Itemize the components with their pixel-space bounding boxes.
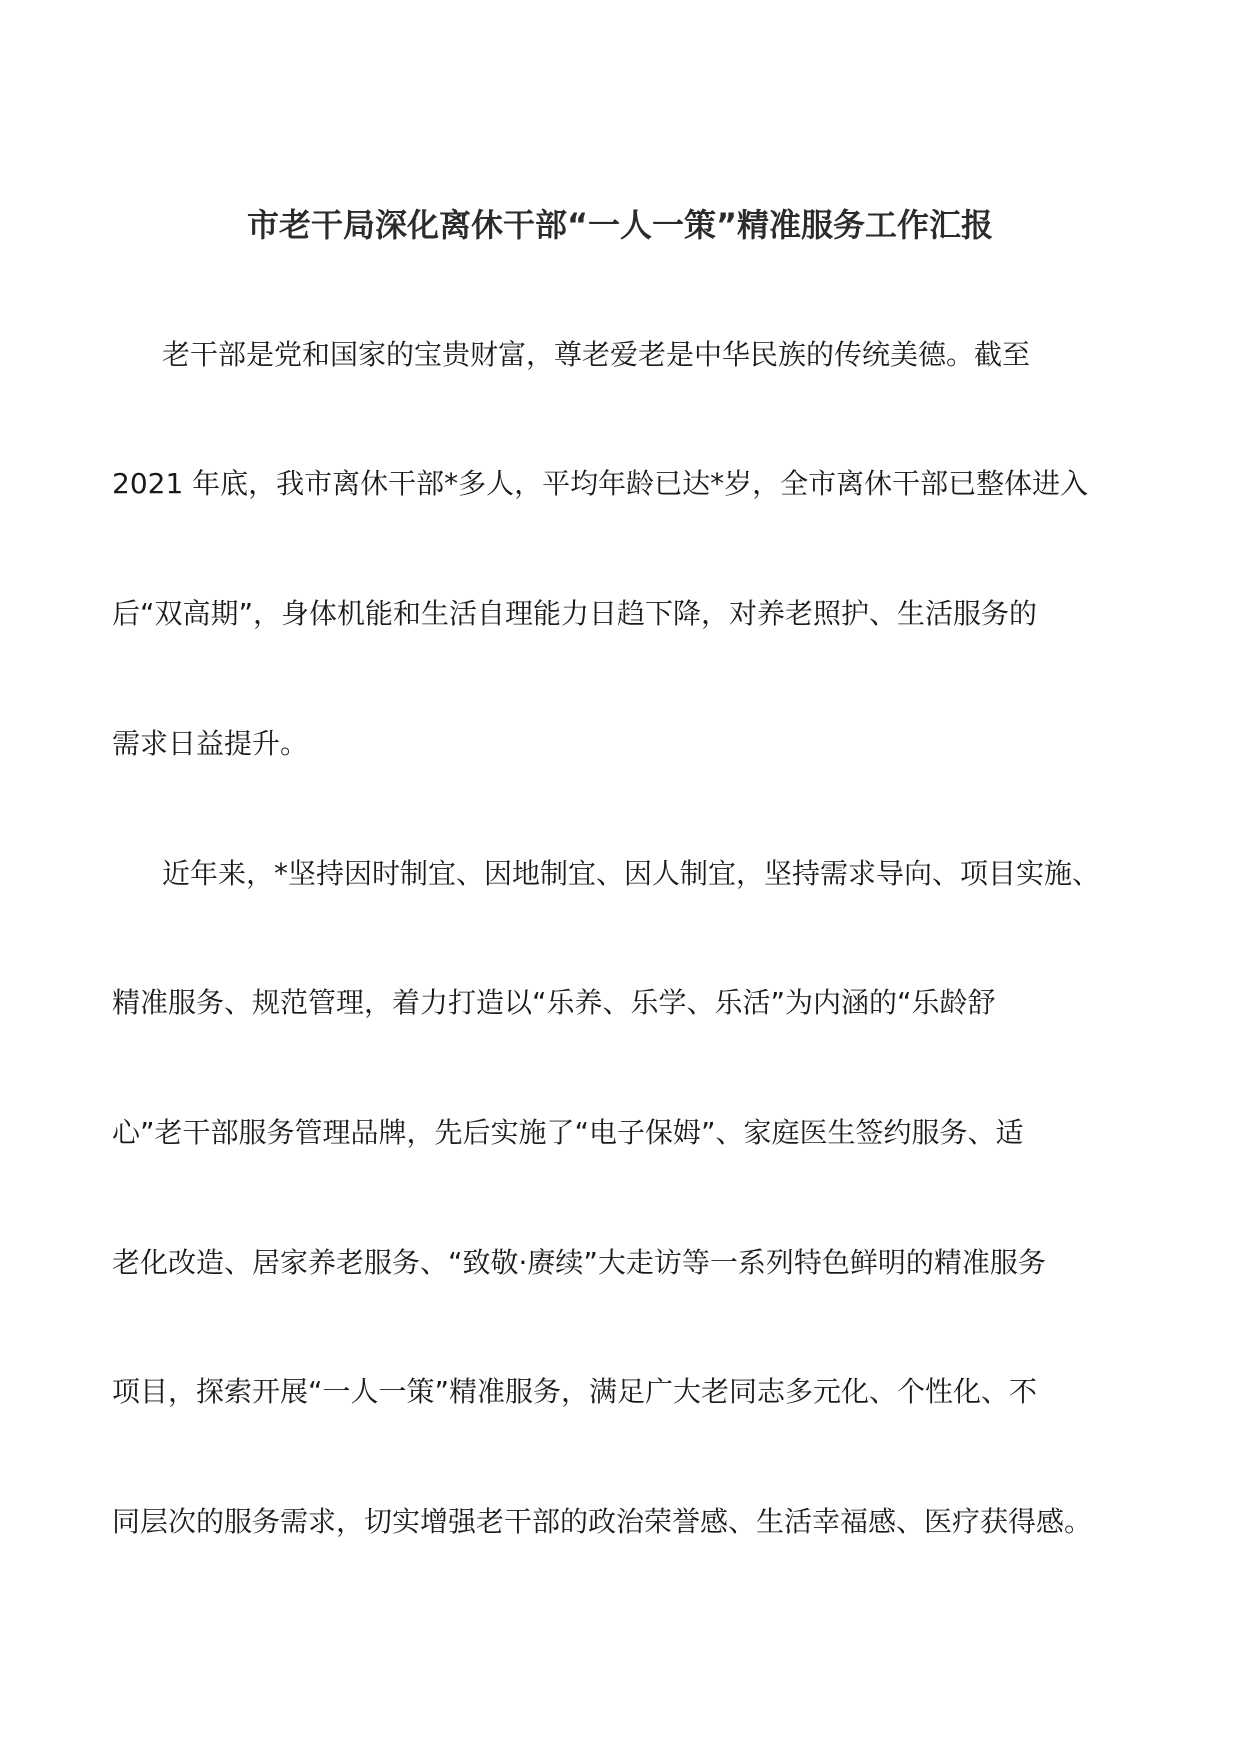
paragraph-1-line-4: 需求日益提升。: [112, 727, 309, 760]
paragraph-2-line-3: 心”老干部服务管理品牌，先后实施了“电子保姆”、家庭医生签约服务、适: [112, 1116, 1024, 1149]
document-title: 市老干局深化离休干部“一人一策”精准服务工作汇报: [246, 206, 994, 244]
paragraph-1-line-3: 后“双高期”，身体机能和生活自理能力日趋下降，对养老照护、生活服务的: [112, 597, 1038, 630]
paragraph-2-line-6: 同层次的服务需求，切实增强老干部的政治荣誉感、生活幸福感、医疗获得感。: [112, 1505, 1093, 1538]
paragraph-1-line-1: 老干部是党和国家的宝贵财富，尊老爱老是中华民族的传统美德。截至: [162, 338, 1031, 371]
paragraph-2-line-2: 精准服务、规范管理，着力打造以“乐养、乐学、乐活”为内涵的“乐龄舒: [112, 986, 996, 1019]
paragraph-2-line-4: 老化改造、居家养老服务、“致敬·赓续”大走访等一系列特色鲜明的精准服务: [112, 1246, 1046, 1279]
paragraph-1-line-2: 2021 年底，我市离休干部*多人，平均年龄已达*岁，全市离休干部已整体进入: [112, 467, 1089, 500]
paragraph-2-line-1: 近年来，*坚持因时制宜、因地制宜、因人制宜，坚持需求导向、项目实施、: [162, 857, 1101, 890]
paragraph-2-line-5: 项目，探索开展“一人一策”精准服务，满足广大老同志多元化、个性化、不: [112, 1375, 1038, 1408]
